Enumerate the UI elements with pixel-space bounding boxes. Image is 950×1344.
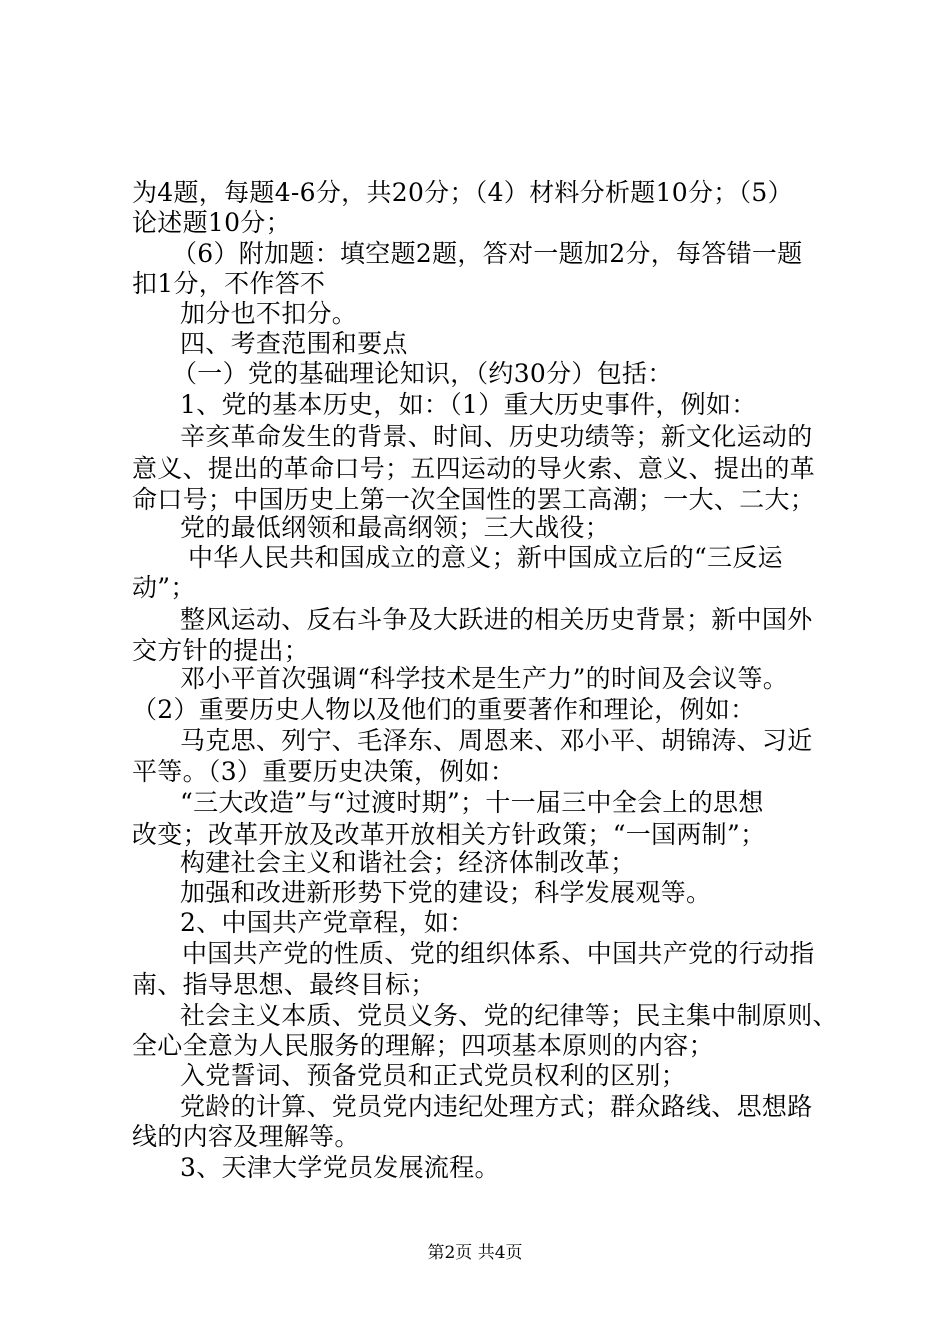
body-line: 整风运动、反右斗争及大跃进的相关历史背景；新中国外 bbox=[180, 605, 813, 634]
body-line: 全心全意为人民服务的理解；四项基本原则的内容； bbox=[132, 1031, 714, 1060]
body-line: 平等。（3）重要历史决策，例如： bbox=[132, 757, 516, 786]
section-heading: 2、中国共产党章程，如： bbox=[180, 908, 475, 937]
body-line: “三大改造”与“过渡时期”；十一届三中全会上的思想 bbox=[180, 788, 764, 817]
body-line: 为4题，每题4-6分，共20分；（4）材料分析题10分；（5） bbox=[132, 178, 793, 207]
body-line: 论述题10分； bbox=[132, 208, 291, 237]
body-line: 社会主义本质、党员义务、党的纪律等；民主集中制原则、 bbox=[180, 1001, 838, 1030]
body-line: 党的最低纲领和最高纲领；三大战役； bbox=[180, 513, 611, 542]
body-line: 交方针的提出； bbox=[132, 636, 310, 665]
body-line: 党龄的计算、党员党内违纪处理方式；群众路线、思想路 bbox=[180, 1092, 813, 1121]
body-line: 线的内容及理解等。 bbox=[132, 1122, 360, 1151]
body-line: 动”； bbox=[132, 573, 196, 602]
body-line: 扣1分，不作答不 bbox=[132, 269, 326, 298]
body-line: 辛亥革命发生的背景、时间、历史功绩等；新文化运动的 bbox=[180, 422, 813, 451]
body-line: （6）附加题：填空题2题，答对一题加2分，每答错一题 bbox=[172, 239, 803, 268]
body-line: 加强和改进新形势下党的建设；科学发展观等。 bbox=[180, 878, 712, 907]
page-number-footer: 第2页 共4页 bbox=[427, 1243, 523, 1263]
body-line: 构建社会主义和谐社会；经济体制改革； bbox=[180, 848, 636, 877]
body-line: 1、党的基本历史，如：（1）重大历史事件，例如： bbox=[180, 390, 757, 419]
body-line: 加分也不扣分。 bbox=[180, 299, 358, 328]
subsection-heading: （一）党的基础理论知识，（约30分）包括： bbox=[172, 359, 673, 388]
section-heading: 3、天津大学党员发展流程。 bbox=[180, 1153, 500, 1182]
body-line: 命口号；中国历史上第一次全国性的罢工高潮；一大、二大； bbox=[132, 485, 816, 514]
body-line: （2）重要历史人物以及他们的重要著作和理论，例如： bbox=[132, 695, 756, 724]
body-line: 中华人民共和国成立的意义；新中国成立后的“三反运 bbox=[188, 543, 783, 572]
section-heading: 四、考查范围和要点 bbox=[180, 329, 408, 358]
body-line: 南、指导思想、最终目标； bbox=[132, 970, 436, 999]
body-line: 意义、提出的革命口号；五四运动的导火索、意义、提出的革 bbox=[132, 454, 816, 483]
body-line: 改变；改革开放及改革开放相关方针政策；“一国两制”； bbox=[132, 820, 766, 849]
body-line: 中国共产党的性质、党的组织体系、中国共产党的行动指 bbox=[182, 939, 815, 968]
body-line: 马克思、列宁、毛泽东、周恩来、邓小平、胡锦涛、习近 bbox=[180, 726, 813, 755]
body-line: 入党誓词、预备党员和正式党员权利的区别； bbox=[180, 1061, 687, 1090]
body-line: 邓小平首次强调“科学技术是生产力”的时间及会议等。 bbox=[180, 664, 789, 693]
